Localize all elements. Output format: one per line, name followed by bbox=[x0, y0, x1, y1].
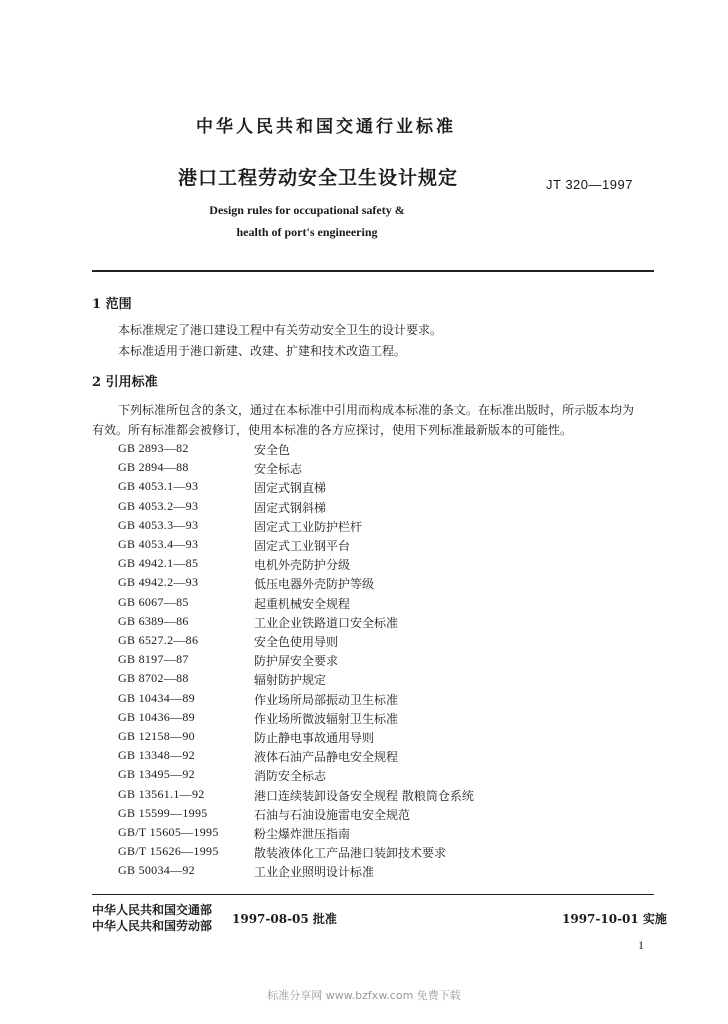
reference-name: 作业场所微波辐射卫生标准 bbox=[254, 712, 399, 726]
approval-date: 1997-08-05 批准 bbox=[232, 912, 337, 926]
standard-title: 港口工程劳动安全卫生设计规定 bbox=[178, 167, 459, 189]
section-2-heading: 2 引用标准 bbox=[92, 375, 158, 390]
section-1-heading: 1 范围 bbox=[92, 297, 132, 312]
issuer-line-2: 中华人民共和国劳动部 bbox=[92, 919, 213, 933]
reference-code: GB 6389—86 bbox=[118, 614, 189, 628]
reference-name: 作业场所局部振动卫生标准 bbox=[254, 693, 399, 707]
standard-code: JT 320—1997 bbox=[546, 177, 633, 192]
reference-name: 液体石油产品静电安全规程 bbox=[254, 750, 399, 764]
reference-code: GB 50034—92 bbox=[118, 863, 195, 877]
reference-name: 防护屏安全要求 bbox=[254, 654, 339, 668]
section-2-intro-line1: 下列标准所包含的条文，通过在本标准中引用而构成本标准的条文。在标准出版时，所示版本均为 bbox=[118, 403, 635, 417]
english-title-line2: health of port's engineering bbox=[236, 225, 378, 239]
reference-code: GB 4053.2—93 bbox=[118, 499, 199, 513]
issuer-line-1: 中华人民共和国交通部 bbox=[92, 903, 213, 917]
reference-name: 港口连续装卸设备安全规程 散粮筒仓系统 bbox=[254, 789, 474, 803]
reference-name: 起重机械安全规程 bbox=[254, 597, 351, 611]
reference-name: 安全色 bbox=[254, 443, 291, 457]
reference-code: GB 13348—92 bbox=[118, 748, 195, 762]
reference-name: 防止静电事故通用导则 bbox=[254, 731, 375, 745]
reference-name: 固定式钢直梯 bbox=[254, 481, 327, 495]
reference-name: 粉尘爆炸泄压指南 bbox=[254, 827, 351, 841]
reference-name: 工业企业照明设计标准 bbox=[254, 865, 375, 879]
section-2-intro-line2: 有效。所有标准都会被修订，使用本标准的各方应探讨，使用下列标准最新版本的可能性。 bbox=[92, 423, 573, 437]
site-watermark: 标准分享网 www.bzfxw.com 免费下载 bbox=[267, 989, 461, 1002]
reference-name: 辐射防护规定 bbox=[254, 673, 327, 687]
reference-code: GB 12158—90 bbox=[118, 729, 195, 743]
page-number: 1 bbox=[638, 938, 644, 952]
ministry-title: 中华人民共和国交通行业标准 bbox=[196, 117, 456, 137]
effective-date: 1997-10-01 实施 bbox=[562, 912, 667, 926]
reference-code: GB 13495—92 bbox=[118, 767, 195, 781]
reference-code: GB 2893—82 bbox=[118, 441, 189, 455]
reference-name: 散装液体化工产品港口装卸技术要求 bbox=[254, 846, 447, 860]
reference-name: 安全标志 bbox=[254, 462, 303, 476]
reference-code: GB 4942.1—85 bbox=[118, 556, 199, 570]
reference-code: GB/T 15605—1995 bbox=[118, 825, 219, 839]
reference-code: GB 4053.4—93 bbox=[118, 537, 199, 551]
reference-name: 消防安全标志 bbox=[254, 769, 327, 783]
reference-code: GB 2894—88 bbox=[118, 460, 189, 474]
footer-divider bbox=[92, 894, 654, 895]
reference-name: 石油与石油设施雷电安全规范 bbox=[254, 808, 411, 822]
reference-name: 低压电器外壳防护等级 bbox=[254, 577, 375, 591]
reference-code: GB 10436—89 bbox=[118, 710, 195, 724]
reference-name: 固定式工业防护栏杆 bbox=[254, 520, 363, 534]
reference-code: GB 8197—87 bbox=[118, 652, 189, 666]
reference-name: 工业企业铁路道口安全标准 bbox=[254, 616, 399, 630]
reference-code: GB 10434—89 bbox=[118, 691, 195, 705]
reference-code: GB 8702—88 bbox=[118, 671, 189, 685]
reference-code: GB/T 15626—1995 bbox=[118, 844, 219, 858]
section-1-para-1: 本标准规定了港口建设工程中有关劳动安全卫生的设计要求。 bbox=[118, 323, 443, 337]
reference-code: GB 4053.3—93 bbox=[118, 518, 199, 532]
reference-name: 安全色使用导则 bbox=[254, 635, 339, 649]
english-title-line1: Design rules for occupational safety & bbox=[209, 203, 405, 217]
reference-code: GB 15599—1995 bbox=[118, 806, 208, 820]
reference-name: 固定式工业钢平台 bbox=[254, 539, 351, 553]
reference-code: GB 4942.2—93 bbox=[118, 575, 199, 589]
reference-name: 电机外壳防护分级 bbox=[254, 558, 351, 572]
reference-code: GB 13561.1—92 bbox=[118, 787, 205, 801]
reference-code: GB 6067—85 bbox=[118, 595, 189, 609]
reference-code: GB 6527.2—86 bbox=[118, 633, 199, 647]
reference-code: GB 4053.1—93 bbox=[118, 479, 199, 493]
reference-name: 固定式钢斜梯 bbox=[254, 501, 327, 515]
header-divider bbox=[92, 270, 654, 272]
section-1-para-2: 本标准适用于港口新建、改建、扩建和技术改造工程。 bbox=[118, 344, 407, 358]
